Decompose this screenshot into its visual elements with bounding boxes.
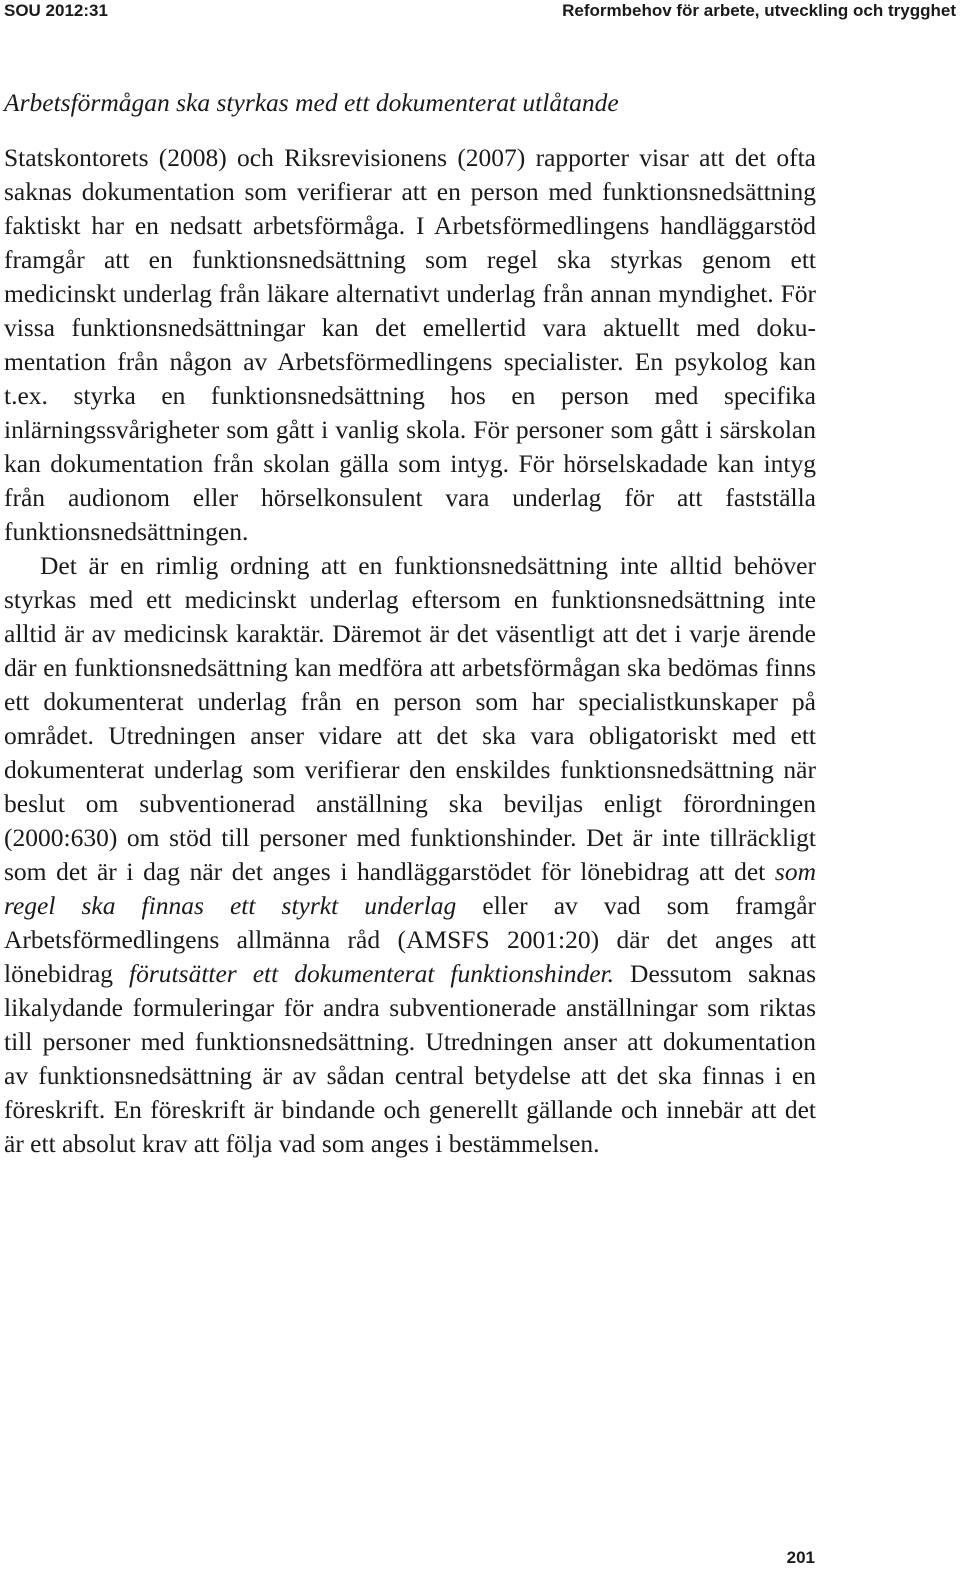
paragraph-2-emphasis-2: förutsätter ett dokumenterat funktionshinder.: [129, 959, 615, 988]
section-heading: Arbetsförmågan ska styrkas med ett dokumenterat utlåtande: [4, 88, 619, 117]
chapter-title: Reformbehov för arbete, utveckling och trygghet: [562, 1, 956, 20]
paragraph-2: [4, 549, 816, 1161]
body-text: [4, 86, 816, 1161]
paragraph-2-text-1: Det är en rimlig ordning att en funktionsnedsättning inte alltid behöver styrkas med ett medicinskt underlag eftersom en funktionsnedsättning inte alltid är av medicinsk karaktär. Däremot är det väsentligt att det i varje ärende där en funktionsnedsättning kan medföra att arbetsförmågan ska bedömas finns ett dokumenterat underlag från en person som har specialistkunskaper på området. Utredningen anser vidare att det ska vara obligatoriskt med ett dokumenterat underlag som verifierar den enskildes funktionsnedsättning när beslut om subventionerad anställning ska beviljas enligt förordningen (2000:630) om stöd till personer med funktionshinder. Det är inte tillräckligt som det är i dag när det anges i handläggarstödet för lönebidrag att det: [4, 551, 816, 886]
report-number: SOU 2012:31: [4, 1, 108, 20]
paragraph-2-text-2: eller av vad som framgår Arbetsförmedlingens allmänna råd (AMSFS 2001:20) där det anges att lönebidrag: [4, 891, 817, 988]
paragraph-2-text-3: Dessutom saknas likalydande formuleringar för andra subventionerade anställningar som riktas till personer med funktionsnedsättning. Utredningen anser att dokumentation av funktionsnedsättning är av sådan central betydelse att det ska finnas i en föreskrift. En föreskrift är bindande och generellt gällande och innebär att det är ett absolut krav att följa vad som anges i bestämmelsen.: [4, 959, 816, 1158]
paragraph-1: Statskontorets (2008) och Riksrevisionens (2007) rapporter visar att det ofta saknas dokumentation som verifierar att en person med funktionsnedsättning faktiskt har en nedsatt arbetsförmåga. I Arbetsförmedlingens handläggarstöd framgår att en funktionsnedsättning som regel ska styrkas genom ett medicinskt underlag från läkare alternativt underlag från annan myndighet. För vissa funktionsnedsättningar kan det emellertid vara aktuellt med dokumentation från någon av Arbetsförmedlingens specialister. En psykolog kan t.ex. styrka en funktionsnedsättning hos en person med specifika inlärningssvårigheter som gått i vanlig skola. För personer som gått i särskolan kan dokumentation från skolan gälla som intyg. För hörselskadade kan intyg från audionom eller hörselkonsulent vara underlag för att fastställa funktionsnedsättningen.: [4, 143, 816, 546]
paragraph-2-emphasis-1: som regel ska finnas ett styrkt underlag: [4, 857, 816, 920]
page-number: 201: [786, 1548, 815, 1567]
running-header: [4, 0, 956, 26]
